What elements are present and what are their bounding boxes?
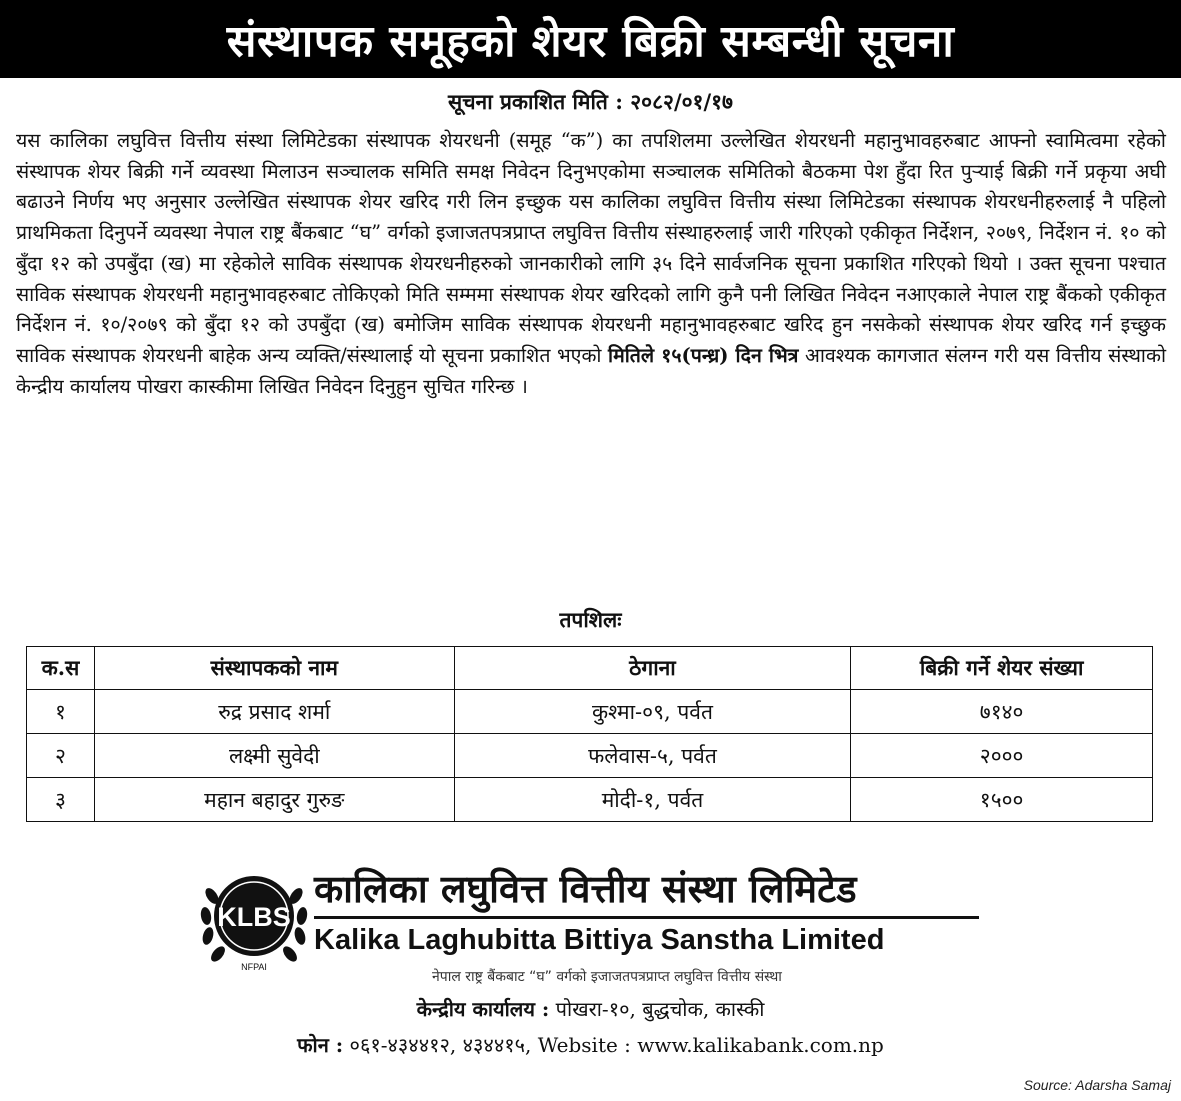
organization-divider — [314, 916, 979, 919]
organization-name-english: Kalika Laghubitta Bittiya Sanstha Limited — [314, 924, 885, 956]
header-founder-name: संस्थापकको नाम — [94, 647, 454, 690]
notice-title-banner — [0, 0, 1181, 78]
cell-founder-name: महान बहादुर गुरुङ — [94, 778, 454, 822]
contact-line — [0, 1031, 1181, 1058]
cell-share-count: १५०० — [851, 778, 1153, 822]
logo-small-text: NFPAI — [241, 962, 267, 972]
phone-label: फोन : — [297, 1033, 344, 1057]
cell-serial: ३ — [27, 778, 95, 822]
head-office-line — [0, 995, 1181, 1022]
source-credit: Source: Adarsha Samaj — [1023, 1077, 1171, 1093]
office-address: पोखरा-१०, बुद्धचोक, कास्की — [549, 997, 765, 1021]
table-row — [27, 734, 1153, 778]
phone-and-website: ०६१-४३४४१२, ४३४४१५, Website : www.kalikabank.com.np — [343, 1033, 884, 1057]
notice-body-part1: यस कालिका लघुवित्त वित्तीय संस्था लिमिटेडका संस्थापक शेयरधनी (समूह “क”) का तपशिलमा उल्लेखित शेयरधनी महानुभावहरुबाट आफ्नो स्वामित्वमा रहेको संस्थापक शेयर बिक्री गर्ने व्यवस्था मिलाउन सञ्चालक समिति समक्ष निवेदन दिनुभएकोमा सञ्चालक समितिको बैठकमा पेश हुँदा रित पुऱ्याई बिक्री गर्ने प्रकृया अघी बढाउने निर्णय भए अनुसार उल्लेखित संस्थापक शेयर खरिद गरी लिन इच्छुक यस कालिका लघुवित्त वित्तीय संस्था लिमिटेडका संस्थापक शेयरधनीहरुलाई नै पहिलो प्राथमिकता दिनुपर्ने व्यवस्था नेपाल राष्ट्र बैंकबाट “घ” वर्गको इजाजतपत्रप्राप्त लघुवित्त वित्तीय संस्थाहरुलाई जारी गरिएको एकीकृत निर्देशन, २०७९, निर्देशन नं. १० को बुँदा १२ को उपबुँदा (ख) मा रहेकोले साविक संस्थापक शेयरधनीहरुको जानकारीको लागि ३५ दिने सार्वजनिक सूचना प्रकाशित गरिएको थियो । उक्त सूचना पश्चात साविक संस्थापक शेयरधनी महानुभावहरुबाट तोकिएको मिति सम्ममा संस्थापक शेयर खरिदको लागि कुनै पनी लिखित निवेदन नआएकाले नेपाल राष्ट्र बैंकको एकीकृत निर्देशन नं. १०/२०७९ को बुँदा १२ को उपबुँदा (ख) बमोजिम साविक संस्थापक शेयरधनी महानुभावहरुबाट खरिद हुन नसकेको संस्थापक शेयर खरिद गर्न इच्छुक साविक संस्थापक शेयरधनी बाहेक अन्य व्यक्ति/संस्थालाई यो सूचना प्रकाशित भएको — [16, 129, 1166, 367]
office-label: केन्द्रीय कार्यालय : — [416, 997, 550, 1021]
cell-share-count: २००० — [851, 734, 1153, 778]
notice-title: संस्थापक समूहको शेयर बिक्री सम्बन्धी सूचना — [226, 16, 955, 67]
organization-tagline: नेपाल राष्ट्र बैंकबाट “घ” वर्गको इजाजतपत्रप्राप्त लघुवित्त वित्तीय संस्था — [432, 969, 782, 985]
schedule-title: तपशिलः — [559, 607, 622, 632]
cell-founder-name: रुद्र प्रसाद शर्मा — [94, 690, 454, 734]
organization-name-nepali: कालिका लघुवित्त वित्तीय संस्था लिमिटेड — [314, 867, 857, 911]
klbs-logo-icon — [198, 866, 310, 974]
cell-serial: २ — [27, 734, 95, 778]
cell-address: फलेवास-५, पर्वत — [454, 734, 851, 778]
header-share-count: बिक्री गर्ने शेयर संख्या — [851, 647, 1153, 690]
logo-text: KLBS — [217, 902, 291, 932]
table-row — [27, 690, 1153, 734]
notice-body-part2: आवश्यक कागजात संलग्न गरी यस वित्तीय संस्थाको केन्द्रीय कार्यालय पोखरा कास्कीमा लिखित निवेदन दिनुहुन सुचित गरिन्छ । — [16, 343, 1166, 398]
header-address: ठेगाना — [454, 647, 851, 690]
notice-deadline: मितिले १५(पन्ध्र) दिन भित्र — [608, 343, 799, 367]
cell-share-count: ७१४० — [851, 690, 1153, 734]
table-header-row — [27, 647, 1153, 690]
cell-founder-name: लक्ष्मी सुवेदी — [94, 734, 454, 778]
notice-body — [16, 126, 1166, 402]
header-serial: क.स — [27, 647, 95, 690]
cell-address: कुश्मा-०९, पर्वत — [454, 690, 851, 734]
cell-address: मोदी-१, पर्वत — [454, 778, 851, 822]
schedule-table — [26, 646, 1153, 822]
table-row — [27, 778, 1153, 822]
cell-serial: १ — [27, 690, 95, 734]
publish-date: सूचना प्रकाशित मिति : २०८२/०१/१७ — [448, 89, 733, 114]
